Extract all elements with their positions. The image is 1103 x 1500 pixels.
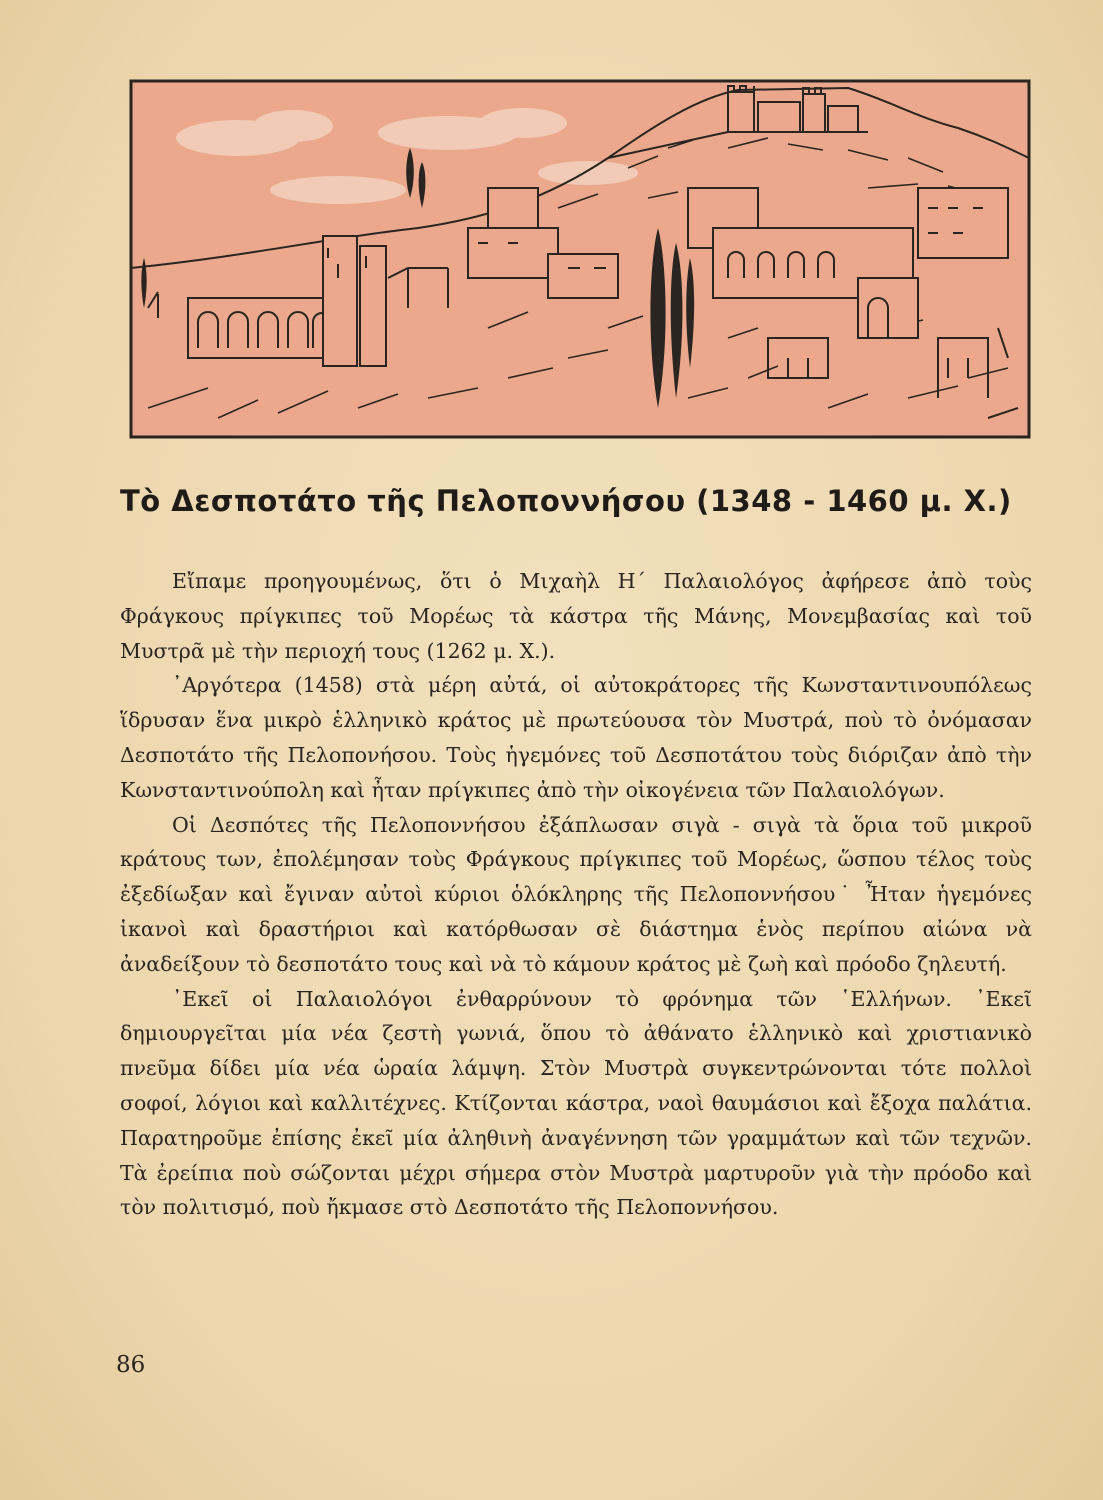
mystras-hillside-drawing xyxy=(128,78,1032,440)
paragraph: Οἱ Δεσπότες τῆς Πελοποννήσου ἐξάπλωσαν σιγὰ - σιγὰ τὰ ὅρια τοῦ μικροῦ κράτους των, ἐπολέμησαν τοὺς Φράγκους πρίγκιπες τοῦ Μορέως, ὥσπου τέλος τοὺς ἐξεδίωξαν καὶ ἔγιναν αὐτοὶ κύριοι ὁλόκληρης τῆς Πελοποννήσου˙ Ἦταν ἡγεμόνες ἱκανοὶ καὶ δραστήριοι καὶ κατόρθωσαν σὲ διάστημα ἑνὸς περίπου αἰώνα νὰ ἀναδείξουν τὸ δεσποτάτο τους καὶ νὰ τὸ κάμουν κράτος μὲ ζωὴ καὶ πρόοδο ζηλευτή. xyxy=(120,812,1032,976)
paragraph: ᾿Εκεῖ οἱ Παλαιολόγοι ἐνθαρρύνουν τὸ φρόνημα τῶν ῾Ελλήνων. ᾿Εκεῖ δημιουργεῖται μία νέα ζεστὴ γωνιά, ὅπου τὸ ἀθάνατο ἑλληνικὸ καὶ χριστιανικὸ πνεῦμα δίδει μία νέα ὡραία λάμψη. Στὸν Μυστρὰ συγκεντρώνονται τότε πολλοὶ σοφοί, λόγιοι καὶ καλλιτέχνες. Κτίζονται κάστρα, ναοὶ θαυμάσιοι καὶ ἔξοχα παλάτια. Παρατηροῦμε ἐπίσης ἐκεῖ μία ἀληθινὴ ἀναγέννηση τῶν γραμμάτων καὶ τῶν τεχνῶν. Τὰ ἐρείπια ποὺ σώζονται μέχρι σήμερα στὸν Μυστρὰ μαρτυροῦν γιὰ τὴν πρόοδο καὶ τὸν πολιτισμό, ποὺ ἤκμασε στὸ Δεσποτάτο τῆς Πελοποννήσου. xyxy=(120,986,1032,1220)
page-number: 86 xyxy=(116,1352,146,1378)
body-text xyxy=(120,564,1032,1225)
chapter-title: Τὸ Δεσποτάτο τῆς Πελοποννήσου (1348 - 1460 μ. Χ.) xyxy=(120,484,1012,518)
paragraph: Εἴπαμε προηγουμένως, ὅτι ὁ Μιχαὴλ Η΄ Παλαιολόγος ἀφήρεσε ἀπὸ τοὺς Φράγκους πρίγκιπες τοῦ Μορέως τὰ κάστρα τῆς Μάνης, Μονεμβασίας καὶ τοῦ Μυστρᾶ μὲ τὴν περιοχή τους (1262 μ. Χ.). xyxy=(120,569,1032,663)
mystras-illustration xyxy=(128,78,1032,440)
paragraph: ᾿Αργότερα (1458) στὰ μέρη αὐτά, οἱ αὐτοκράτορες τῆς Κωνσταντινουπόλεως ἵδρυσαν ἕνα μικρὸ ἑλληνικὸ κράτος μὲ πρωτεύουσα τὸν Μυστρά, ποὺ τὸ ὀνόμασαν Δεσποτάτο τῆς Πελοπονήσου. Τοὺς ἡγεμόνες τοῦ Δεσποτάτου τοὺς διόριζαν ἀπὸ τὴν Κωνσταντινούπολη καὶ ἦταν πρίγκιπες ἀπὸ τὴν οἰκογένεια τῶν Παλαιολόγων. xyxy=(120,673,1032,802)
